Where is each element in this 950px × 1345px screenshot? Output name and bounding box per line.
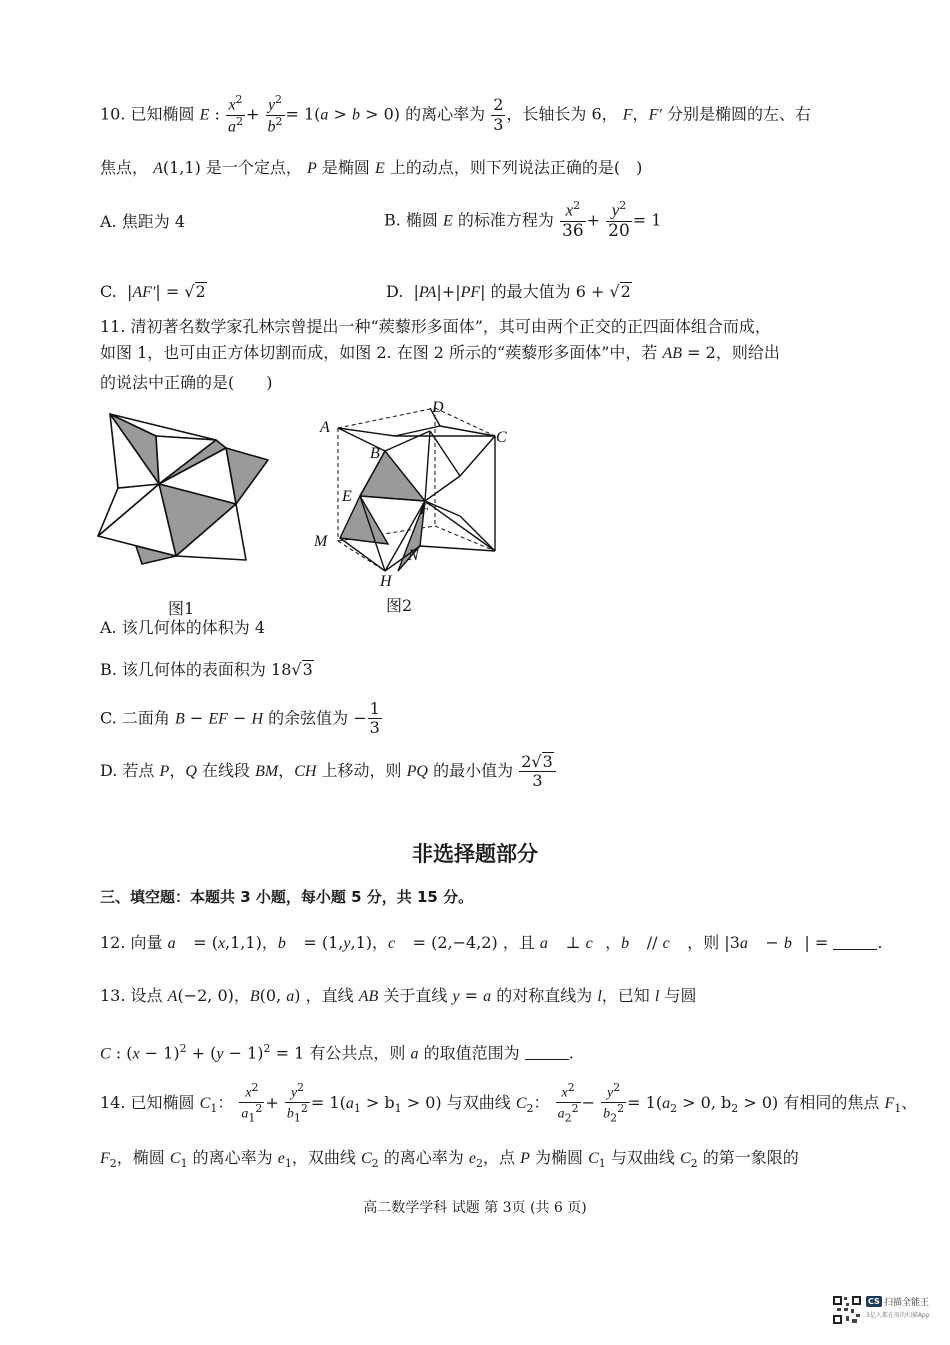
figure-2-cube-polyhedron [310,396,530,586]
fig2-point-label: N [408,547,419,564]
answer-blank [833,935,877,950]
q10-option-c: C. |AF′| = √2 [100,282,206,301]
q12-line: 12. 向量 a⃗ = (x,1,1)，b⃗ = (1,y,1)，c⃗ = (2,−4,2) ，且 a⃗ ⊥ c⃗，b⃗ // c⃗ ，则 |3a⃗ − b⃗| = . [100,933,883,952]
q11-line2: 如图 1，也可由正方体切割而成，如图 2. 在图 2 所示的“蒺藜形多面体”中，若 AB = 2，则给出 [100,343,780,362]
q13-line2: C : $(x - 1)^2 + (y - 1)^2 = 1$ 有公共点，则 a 的取值范围为 . [100,1042,574,1063]
q10-number: 10. [100,104,126,124]
scanner-badge: CS [868,1297,880,1306]
fig2-point-label: B [370,445,380,462]
frac-y2-b2: $\frac{y^2}{b^2}$ [267,93,283,136]
answer-blank [525,1045,569,1060]
scanner-app-name: 扫描全能王 [884,1298,930,1308]
fig2-point-label: C [496,429,507,446]
figure-2-caption: 图2 [386,596,413,615]
q11-option-d: D. 若点 P，Q 在线段 BM，CH 上移动，则 PQ 的最小值为 $\frac{2√3}{3}$ [100,752,557,791]
q11-line1: 11. 清初著名数学家孔林宗曾提出一种“蒺藜形多面体”，其可由两个正交的正四面体组合而成， [100,317,771,336]
fig2-point-label: E [342,488,352,505]
qr-code-icon [832,1295,862,1325]
fig2-point-label: D [432,399,444,416]
q11-option-b: B. 该几何体的表面积为 18√3 [100,660,313,679]
fig2-point-label: A [320,419,330,436]
q11-line3: 的说法中正确的是( ) [100,373,273,392]
q10-option-d: D. |PA|+|PF| 的最大值为 6 + √2 [386,282,631,301]
figure-1-caption: 图1 [168,599,195,618]
section-three-instructions: 三、填空题：本题共 3 小题，每小题 5 分，共 15 分。 [100,888,474,906]
fig2-point-label: F [420,501,430,518]
figure-1-stellated-polyhedron [96,408,276,568]
q10-line2: 焦点， A(1,1) 是一个定点， P 是椭圆 E 上的动点，则下列说法正确的是( ) [100,158,643,177]
scanner-app-tagline: 3亿人都在用的扫描App [866,1312,930,1319]
fig2-point-label: M [314,533,328,550]
q14-line2: $F_2$，椭圆 $C_1$ 的离心率为 $e_1$，双曲线 $C_2$ 的离心率为 $e_2$，点 P 为椭圆 $C_1$ 与双曲线 $C_2$ 的第一象限的 [100,1148,799,1171]
q13-line1: 13. 设点 A(−2, 0)，B(0, a) ，直线 AB 关于直线 y = a 的对称直线为 l，已知 l 与圆 [100,986,697,1005]
fig2-point-label: H [380,573,392,586]
frac-2-3: $\frac{2}{3}$ [493,95,504,134]
q10-option-b: B. 椭圆 E 的标准方程为 $\frac{x^2}{36}$ + $\frac{y^2}{20}$ = 1 [384,199,662,242]
section-title: 非选择题部分 [412,842,538,866]
q14-line1: 14. 已知椭圆 $C_1$： $\frac{x^2}{a_1^2}$ + $\frac{y^2}{b_1^2}$ = $1(a_1 > b_1 > 0)$ 与双曲线 $C_2$： $\frac{x^2}{a_2^2}$ − $\frac{y^2}{b_2^2}$ = $1(a_2 > 0$, $b_2 > 0$) 有相同的焦点 $F_1$、 [100,1081,918,1125]
q10-line1: 10. 已知椭圆 E : $\frac{x^2}{a^2}$ + $\frac{y^2}{b^2}$ = 1(a > b > 0) 的离心率为 $\frac{2}{3}$ ，长轴长为 6， F，F′ 分别是椭圆的左、右 [100,93,811,136]
scanner-watermark [826,1292,934,1328]
page-footer: 高二数学学科 试题 第 3页 (共 6 页) [363,1200,587,1216]
q11-option-c: C. 二面角 B − EF − H 的余弦值为 − $\frac{1}{3}$ [100,699,380,738]
q10-option-a: A. 焦距为 4 [100,212,185,231]
frac-x2-a2: $\frac{x^2}{a^2}$ [228,93,243,136]
q11-option-a: A. 该几何体的体积为 4 [100,618,265,637]
